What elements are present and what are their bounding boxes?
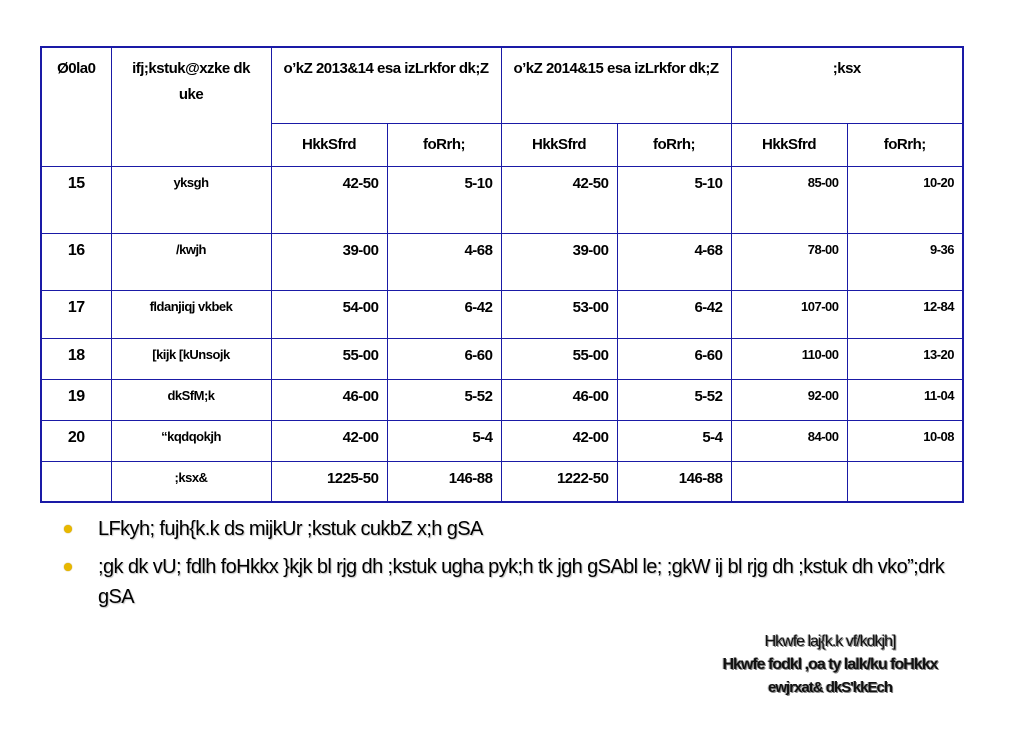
cell-value: 55-00 xyxy=(501,338,617,379)
cell-value: 5-10 xyxy=(617,166,731,233)
cell-total-value: 146-88 xyxy=(617,461,731,502)
subheader-financial: foRrh; xyxy=(847,123,963,166)
cell-project-name: fldanjiqj vkbek xyxy=(111,290,271,338)
cell-total-value: 1225-50 xyxy=(271,461,387,502)
cell-value: 5-52 xyxy=(617,379,731,420)
cell-value: 5-4 xyxy=(387,420,501,461)
cell-value: 92-00 xyxy=(731,379,847,420)
bullet-text: ;gk dk vU; fdlh foHkkx }kjk bl rjg dh ;kstuk ugha pyk;h tk jgh gSAbl le; ;gkW ij bl rjg dh ;kstuk dh vko”;drk gSA xyxy=(98,556,945,608)
table-row xyxy=(41,233,963,290)
table-row xyxy=(41,338,963,379)
subheader-physical: HkkSfrd xyxy=(501,123,617,166)
cell-value: 9-36 xyxy=(847,233,963,290)
cell-project-name: “kqdqokjh xyxy=(111,420,271,461)
cell-serial: 19 xyxy=(41,379,111,420)
cell-value: 39-00 xyxy=(501,233,617,290)
header-total: ;ksx xyxy=(731,47,963,123)
cell-value: 5-52 xyxy=(387,379,501,420)
cell-value: 6-42 xyxy=(617,290,731,338)
subheader-physical: HkkSfrd xyxy=(271,123,387,166)
bullet-text: LFkyh; fujh{k.k ds mijkUr ;kstuk cukbZ x;h gSA xyxy=(98,518,483,540)
cell-value: 4-68 xyxy=(617,233,731,290)
cell-value: 42-00 xyxy=(501,420,617,461)
cell-value: 55-00 xyxy=(271,338,387,379)
cell-serial: 16 xyxy=(41,233,111,290)
cell-value: 12-84 xyxy=(847,290,963,338)
bullet-list xyxy=(62,514,962,620)
cell-total-label: ;ksx& xyxy=(111,461,271,502)
cell-value: 42-00 xyxy=(271,420,387,461)
data-table xyxy=(40,46,964,503)
cell-value: 4-68 xyxy=(387,233,501,290)
cell-value: 5-4 xyxy=(617,420,731,461)
cell-total-value: 1222-50 xyxy=(501,461,617,502)
cell-value: 78-00 xyxy=(731,233,847,290)
cell-value: 84-00 xyxy=(731,420,847,461)
subheader-physical: HkkSfrd xyxy=(731,123,847,166)
cell-value: 42-50 xyxy=(271,166,387,233)
cell-serial: 18 xyxy=(41,338,111,379)
cell-value: 54-00 xyxy=(271,290,387,338)
cell-total-value: 146-88 xyxy=(387,461,501,502)
signature-block xyxy=(700,630,960,699)
bullet-dot-icon xyxy=(64,525,72,533)
cell-value: 10-08 xyxy=(847,420,963,461)
signature-line-department: Hkwfe fodkl ,oa ty lalk/ku foHkkx xyxy=(722,656,938,673)
table-row xyxy=(41,290,963,338)
cell-value: 6-42 xyxy=(387,290,501,338)
header-year-2013: o’kZ 2013&14 esa izLrkfor dk;Z xyxy=(271,47,501,123)
cell-value: 39-00 xyxy=(271,233,387,290)
table-total-row xyxy=(41,461,963,502)
header-year-2014: o’kZ 2014&15 esa izLrkfor dk;Z xyxy=(501,47,731,123)
header-project-name: ifj;kstuk@xzke dk uke xyxy=(111,47,271,166)
subheader-financial: foRrh; xyxy=(617,123,731,166)
cell-total-value xyxy=(847,461,963,502)
header-serial: Ø0la0 xyxy=(41,47,111,166)
cell-project-name: yksgh xyxy=(111,166,271,233)
table-row xyxy=(41,166,963,233)
table-row xyxy=(41,379,963,420)
cell-serial xyxy=(41,461,111,502)
cell-serial: 20 xyxy=(41,420,111,461)
signature-line-designation: Hkwfe laj{k.k vf/kdkjh] xyxy=(764,633,896,650)
cell-serial: 15 xyxy=(41,166,111,233)
signature-line-location: ewjrxat& dkS'kkEch xyxy=(768,679,892,696)
cell-serial: 17 xyxy=(41,290,111,338)
cell-value: 11-04 xyxy=(847,379,963,420)
bullet-item xyxy=(62,552,962,612)
cell-project-name: /kwjh xyxy=(111,233,271,290)
cell-value: 10-20 xyxy=(847,166,963,233)
cell-value: 6-60 xyxy=(617,338,731,379)
bullet-item xyxy=(62,514,962,544)
cell-value: 46-00 xyxy=(271,379,387,420)
cell-project-name: dkSfM;k xyxy=(111,379,271,420)
cell-project-name: [kijk [kUnsojk xyxy=(111,338,271,379)
cell-value: 13-20 xyxy=(847,338,963,379)
cell-value: 46-00 xyxy=(501,379,617,420)
cell-value: 6-60 xyxy=(387,338,501,379)
cell-value: 107-00 xyxy=(731,290,847,338)
cell-value: 42-50 xyxy=(501,166,617,233)
bullet-dot-icon xyxy=(64,563,72,571)
cell-value: 85-00 xyxy=(731,166,847,233)
cell-value: 110-00 xyxy=(731,338,847,379)
cell-value: 5-10 xyxy=(387,166,501,233)
subheader-financial: foRrh; xyxy=(387,123,501,166)
cell-value: 53-00 xyxy=(501,290,617,338)
table-row xyxy=(41,420,963,461)
cell-total-value xyxy=(731,461,847,502)
